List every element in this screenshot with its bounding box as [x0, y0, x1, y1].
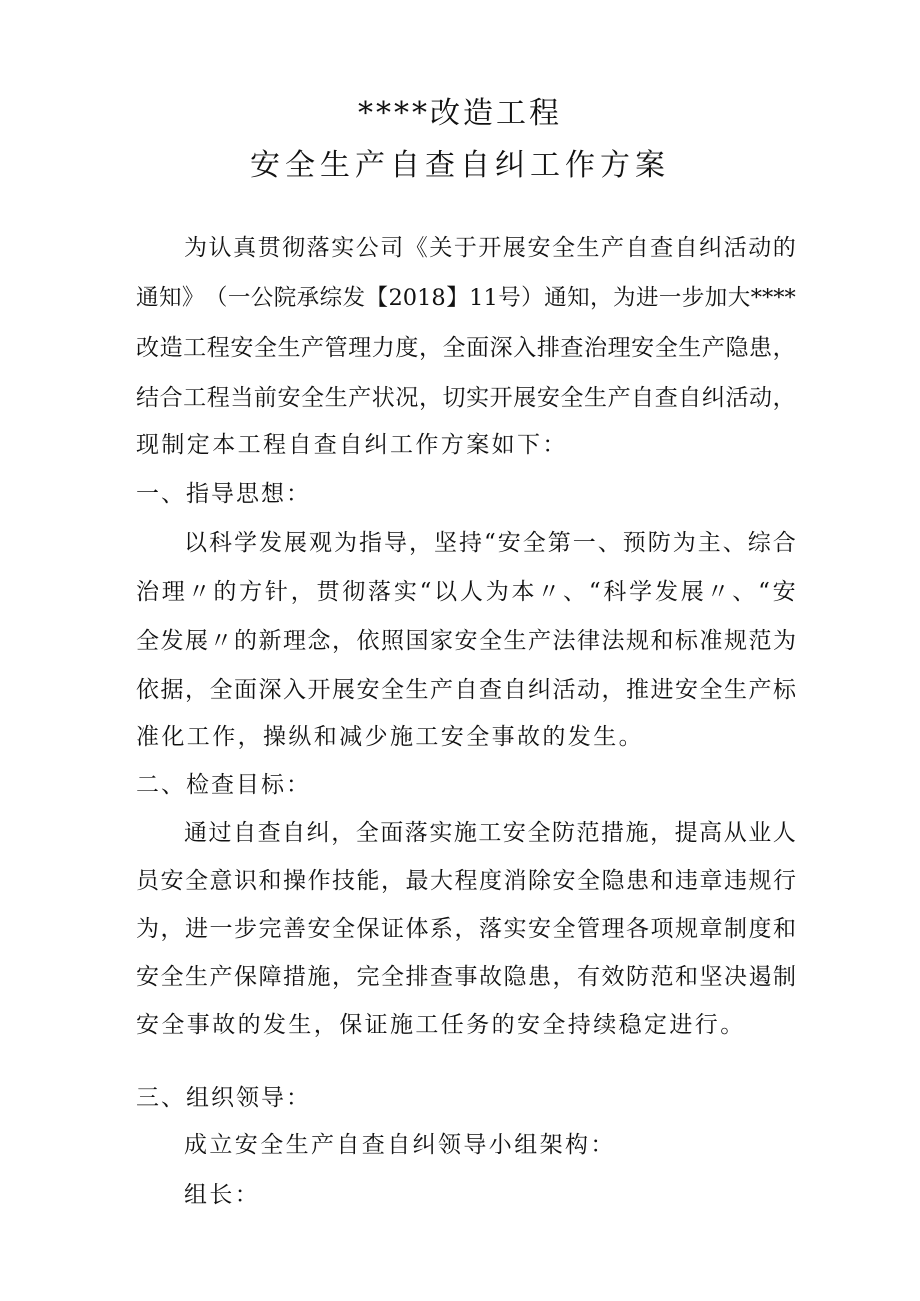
- intro-line-2: 通 知 》 （ 一 公 院 承 综 发 【 2018 】 11 号 ） 通 知 ， 为 进 一 步 加 大 ****: [136, 285, 796, 311]
- section1-line-5: 准化工作，操纵和减少施工安全事故的发生。: [136, 724, 644, 750]
- section1-line-4: 依 据 ， 全 面 深 入 开 展 安 全 生 产 自 查 自 纠 活 动 ， 推 进 安 全 生 产 标: [136, 677, 796, 703]
- section2-line-4: 安 全 生 产 保 障 措 施 ， 完 全 排 查 事 故 隐 患 ， 有 效 防 范 和 坚 决 遏 制: [136, 964, 796, 990]
- intro-line-3: 改 造 工 程 安 全 生 产 管 理 力 度 ， 全 面 深 入 排 查 治 理 安 全 生 产 隐 患 ，: [136, 335, 796, 361]
- section2-line-3: 为 ， 进 一 步 完 善 安 全 保 证 体 系 ， 落 实 安 全 管 理 各 项 规 章 制 度 和: [136, 916, 796, 942]
- section1-line-1: 以 科 学 发 展 观 为 指 导 ， 坚 持 “ 安 全 第 一 、 预 防 为 主 、 综 合: [184, 530, 796, 556]
- document-title-line1: ****改造工程: [358, 96, 562, 131]
- document-title-line2: 安全生产自查自纠工作方案: [250, 148, 670, 183]
- section-heading-organization: 三、组织领导：: [136, 1085, 311, 1111]
- intro-line-1: 为 认 真 贯 彻 落 实 公 司 《 关 于 开 展 安 全 生 产 自 查 自 纠 活 动 的: [184, 235, 796, 261]
- section2-line-5: 安全事故的发生，保证施工任务的安全持续稳定进行。: [136, 1012, 746, 1038]
- section1-line-2: 治 理 〃 的 方 针 ， 贯 彻 落 实 “ 以 人 为 本 〃 、 “ 科 学 发 展 〃 、 “ 安: [136, 579, 796, 605]
- section3-line-1: 成立安全生产自查自纠领导小组架构：: [184, 1132, 616, 1158]
- intro-line-5: 现制定本工程自查自纠工作方案如下：: [136, 432, 568, 458]
- section3-line-2: 组长：: [184, 1182, 261, 1208]
- section2-line-2: 员 安 全 意 识 和 操 作 技 能 ， 最 大 程 度 消 除 安 全 隐 患 和 违 章 违 规 行: [136, 868, 796, 894]
- section1-line-3: 全 发 展 〃 的 新 理 念 ， 依 照 国 家 安 全 生 产 法 律 法 规 和 标 准 规 范 为: [136, 628, 796, 654]
- section-heading-inspection-goal: 二、检查目标：: [136, 772, 311, 798]
- section2-line-1: 通 过 自 查 自 纠 ， 全 面 落 实 施 工 安 全 防 范 措 施 ， 提 高 从 业 人: [184, 820, 796, 846]
- section-heading-guiding-thought: 一、指导思想：: [136, 481, 311, 507]
- intro-line-4: 结 合 工 程 当 前 安 全 生 产 状 况 ， 切 实 开 展 安 全 生 产 自 查 自 纠 活 动 ，: [136, 385, 796, 411]
